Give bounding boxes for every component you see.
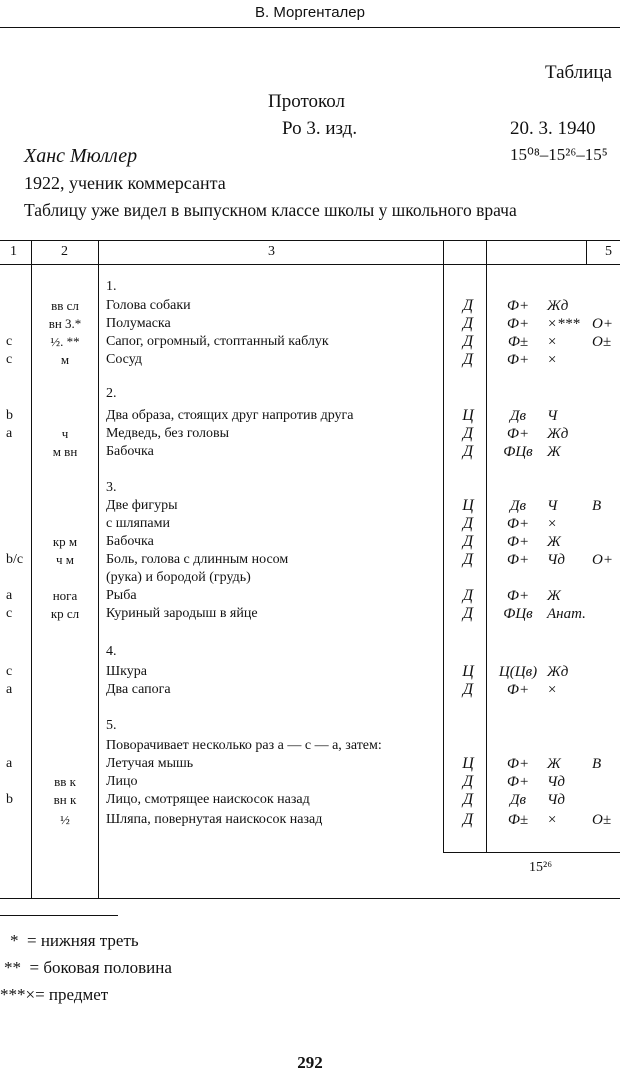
cell-answer: Лицо [106,774,138,789]
cell-answer: Шляпа, повернутая наискосок назад [106,812,323,827]
cell-original: В [592,756,602,772]
cell-quality: Ф+ [506,534,530,550]
cell-quality: Ф± [507,812,529,828]
cell-detail: вв сл [51,298,79,313]
cell-answer: 5. [106,718,117,733]
cell-location: a [6,588,13,603]
cell-determinant: Ц [462,407,474,424]
col-divider-5 [586,240,587,264]
cell-content: Ж [547,588,561,604]
cell-answer: с шляпами [106,516,170,531]
cell-determinant: Д [462,681,474,698]
cell-content: Ж [547,756,561,772]
table-label: Таблица [544,62,612,83]
cell-detail: ½. ** [50,334,80,349]
cell-quality: Дв [509,408,527,424]
cell-quality: Ф+ [506,352,530,368]
cell-determinant: Д [462,605,474,622]
time-range: 15⁰⁸–15²⁶–15⁵ [510,145,608,164]
cell-original: О± [592,334,612,350]
footnote-rule [0,915,118,916]
cell-determinant: Ц [462,755,474,772]
cell-answer: Боль, голова с длинным носом [106,552,289,567]
cell-answer: 3. [106,480,117,495]
cell-quality: Ф+ [506,516,530,532]
cell-content: ×*** [547,316,580,332]
cell-detail: вн к [53,792,77,807]
cell-content: Ч [547,498,558,514]
cell-content: × [547,682,558,698]
end-time: 15²⁶ [529,860,553,875]
cell-detail: нога [52,588,78,603]
cell-answer: Два образа, стоящих друг напротив друга [106,408,354,423]
cell-determinant: Д [462,587,474,604]
cell-content: Ж [547,534,561,550]
cell-answer: Медведь, без головы [106,426,230,441]
cell-location: b/c [6,552,24,567]
cell-answer: Бабочка [106,534,154,549]
cell-quality: Ф+ [506,682,530,698]
cell-location: с [6,352,13,367]
cell-location: a [6,682,13,697]
cell-detail: ½ [60,812,70,827]
cell-detail: ч м [55,552,74,567]
subject-info: 1922, ученик коммерсанта [24,173,226,193]
table-top-rule [0,240,620,241]
cell-original: О+ [592,552,613,568]
running-head: В. Моргенталер [255,4,365,21]
cell-detail: ч [61,426,69,441]
cell-answer: Два сапога [106,682,171,697]
cell-content: Жд [547,426,569,442]
cell-original: В [592,498,602,514]
cell-quality: ФЦв [503,606,533,622]
cell-quality: Дв [509,792,527,808]
cell-content: Ч [547,408,558,424]
cell-answer: Полумаска [106,316,171,331]
cell-answer: Две фигуры [106,498,178,513]
table-bottom-rule [0,898,620,899]
protocol-date: 20. 3. 1940 [510,118,596,139]
cell-original: О± [592,812,612,828]
cell-quality: Ф+ [506,756,530,772]
cell-quality: Ф+ [506,316,530,332]
cell-answer: Голова собаки [106,298,191,313]
cell-content: Жд [547,298,569,314]
cell-determinant: Д [462,425,474,442]
cell-determinant: Д [462,333,474,350]
cell-location: a [6,756,13,771]
footnote-3: ***×= предмет [0,985,109,1004]
cell-answer: Бабочка [106,444,154,459]
cell-determinant: Ц [462,663,474,680]
cell-answer: Сосуд [106,352,142,367]
cell-detail: вн 3.* [48,316,82,331]
cell-content: Ж [547,444,561,460]
cell-answer: Шкура [106,664,147,679]
cell-location: b [6,408,13,423]
cell-answer: Сапог, огромный, стоптанный каблук [106,334,329,349]
cell-answer: (рука) и бородой (грудь) [106,570,251,585]
cell-determinant: Д [462,351,474,368]
cell-determinant: Д [462,551,474,568]
cell-answer: Летучая мышь [106,756,194,771]
cell-quality: Ф+ [506,774,530,790]
cell-location: с [6,664,13,679]
cell-determinant: Д [462,515,474,532]
cell-quality: Ф± [507,334,529,350]
col-divider-1 [31,240,32,898]
cell-detail: кр м [52,534,78,549]
results-box-bottom [443,852,620,853]
cell-location: с [6,334,13,349]
protocol-edition: Ро 3. изд. [282,118,358,139]
cell-original: О+ [592,316,613,332]
col-header-1: 1 [10,244,17,259]
cell-content: Чд [547,792,565,808]
cell-determinant: Д [462,297,474,314]
cell-answer: Поворачивает несколько раз а — с — а, затем: [106,738,382,753]
cell-quality: Ц(Цв) [498,664,538,680]
footnote-2: ** = боковая половина [4,958,172,977]
cell-content: Анат. [547,606,586,622]
cell-quality: Ф+ [506,298,530,314]
col-header-3: 3 [268,244,275,259]
cell-answer: Лицо, смотрящее наискосок назад [106,792,310,807]
cell-quality: Ф+ [506,552,530,568]
col-divider-3 [443,240,444,852]
cell-answer: 4. [106,644,117,659]
cell-location: с [6,606,13,621]
col-header-2: 2 [61,244,68,259]
cell-determinant: Д [462,443,474,460]
subject-name: Ханс Мюллер [24,145,138,167]
protocol-title: Протокол [268,91,346,112]
cell-determinant: Д [462,773,474,790]
cell-quality: Ф+ [506,588,530,604]
col-divider-2 [98,240,99,898]
cell-determinant: Д [462,811,474,828]
cell-detail: м вн [52,444,78,459]
cell-detail: кр сл [50,606,80,621]
cell-answer: Рыба [106,588,137,603]
page-number: 292 [297,1053,323,1072]
cell-determinant: Д [462,315,474,332]
cell-content: × [547,334,558,350]
header-rule [0,27,620,28]
cell-content: × [547,812,558,828]
cell-determinant: Д [462,533,474,550]
cell-answer: 2. [106,386,117,401]
cell-determinant: Д [462,791,474,808]
cell-quality: ФЦв [503,444,533,460]
cell-content: Чд [547,552,565,568]
cell-determinant: Ц [462,497,474,514]
cell-content: × [547,352,558,368]
cell-detail: м [60,352,70,367]
protocol-note: Таблицу уже видел в выпускном классе школы у школьного врача [24,200,517,220]
table-header-rule [0,264,620,265]
cell-content: Чд [547,774,565,790]
footnote-1: * = нижняя треть [10,931,139,950]
cell-content: × [547,516,558,532]
col-header-5: 5 [605,244,612,259]
cell-location: b [6,792,13,807]
cell-quality: Ф+ [506,426,530,442]
cell-answer: 1. [106,279,117,294]
col-divider-4 [486,240,487,852]
cell-answer: Куриный зародыш в яйце [106,606,258,621]
cell-detail: вв к [54,774,76,789]
cell-content: Жд [547,664,569,680]
cell-location: a [6,426,13,441]
cell-quality: Дв [509,498,527,514]
